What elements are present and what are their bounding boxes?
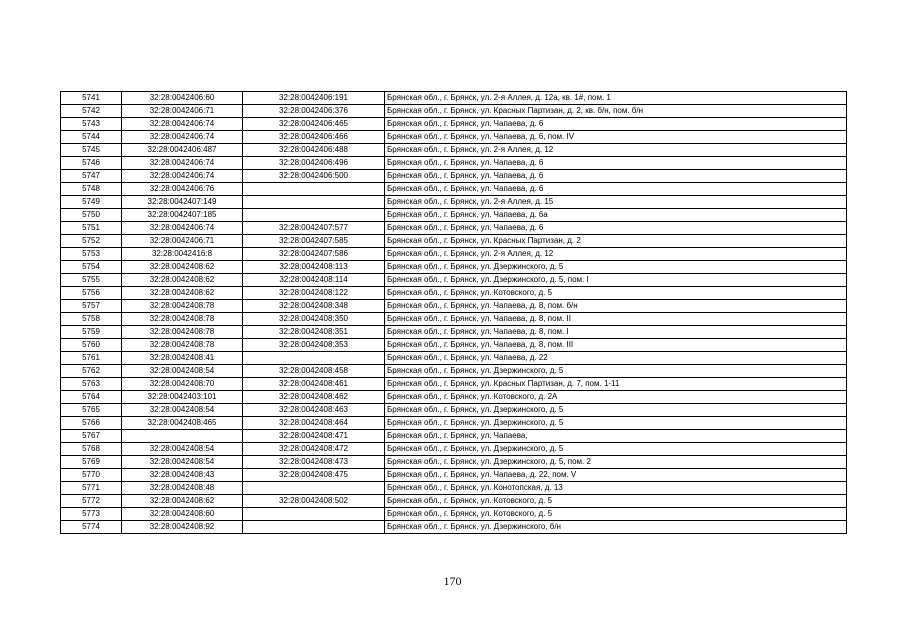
address-cell: Брянская обл., г. Брянск, ул. Чапаева, д. 8, пом. I <box>385 326 847 339</box>
parcel-number-cell: 32:28:0042406:71 <box>122 235 243 248</box>
row-number-cell: 5752 <box>61 235 122 248</box>
object-number-cell <box>243 521 385 534</box>
address-cell: Брянская обл., г. Брянск, ул. Красных Партизан, д. 7, пом. 1-11 <box>385 378 847 391</box>
parcel-number-cell: 32:28:0042408:54 <box>122 443 243 456</box>
table-row <box>61 495 847 508</box>
row-number-cell: 5748 <box>61 183 122 196</box>
address-cell: Брянская обл., г. Брянск, ул. Дзержинского, д. 5 <box>385 261 847 274</box>
parcel-number-cell: 32:28:0042416:8 <box>122 248 243 261</box>
parcel-number-cell: 32:28:0042406:60 <box>122 92 243 105</box>
address-cell: Брянская обл., г. Брянск, ул. Чапаева, д. 6 <box>385 170 847 183</box>
object-number-cell: 32:28:0042406:496 <box>243 157 385 170</box>
table-row <box>61 521 847 534</box>
row-number-cell: 5754 <box>61 261 122 274</box>
table-row <box>61 469 847 482</box>
address-cell: Брянская обл., г. Брянск, ул. 2-я Аллея, д. 15 <box>385 196 847 209</box>
object-number-cell: 32:28:0042408:350 <box>243 313 385 326</box>
row-number-cell: 5751 <box>61 222 122 235</box>
parcel-number-cell: 32:28:0042408:92 <box>122 521 243 534</box>
table-row <box>61 222 847 235</box>
parcel-number-cell: 32:28:0042406:74 <box>122 222 243 235</box>
object-number-cell: 32:28:0042408:458 <box>243 365 385 378</box>
table-row <box>61 170 847 183</box>
table-row <box>61 482 847 495</box>
row-number-cell: 5764 <box>61 391 122 404</box>
address-cell: Брянская обл., г. Брянск, ул. Котовского, д. 5 <box>385 508 847 521</box>
row-number-cell: 5761 <box>61 352 122 365</box>
address-cell: Брянская обл., г. Брянск, ул. Чапаева, д. 22, пом. V <box>385 469 847 482</box>
parcel-number-cell: 32:28:0042408:62 <box>122 261 243 274</box>
parcel-number-cell: 32:28:0042406:71 <box>122 105 243 118</box>
address-cell: Брянская обл., г. Брянск, ул. Дзержинского, д. 5, пом. 2 <box>385 456 847 469</box>
parcel-number-cell: 32:28:0042408:78 <box>122 326 243 339</box>
object-number-cell: 32:28:0042408:471 <box>243 430 385 443</box>
row-number-cell: 5763 <box>61 378 122 391</box>
table-row <box>61 144 847 157</box>
table-row <box>61 196 847 209</box>
parcel-number-cell: 32:28:0042408:70 <box>122 378 243 391</box>
object-number-cell: 32:28:0042406:488 <box>243 144 385 157</box>
parcel-number-cell: 32:28:0042406:487 <box>122 144 243 157</box>
row-number-cell: 5753 <box>61 248 122 261</box>
address-cell: Брянская обл., г. Брянск, ул. 2-я Аллея, д. 12 <box>385 248 847 261</box>
object-number-cell: 32:28:0042408:114 <box>243 274 385 287</box>
row-number-cell: 5759 <box>61 326 122 339</box>
object-number-cell <box>243 352 385 365</box>
parcel-number-cell: 32:28:0042406:74 <box>122 157 243 170</box>
parcel-number-cell: 32:28:0042408:78 <box>122 339 243 352</box>
table-row <box>61 313 847 326</box>
row-number-cell: 5750 <box>61 209 122 222</box>
parcel-number-cell: 32:28:0042406:74 <box>122 131 243 144</box>
table-row <box>61 443 847 456</box>
object-number-cell: 32:28:0042408:473 <box>243 456 385 469</box>
object-number-cell: 32:28:0042408:462 <box>243 391 385 404</box>
address-cell: Брянская обл., г. Брянск, ул. Котовского, д. 2А <box>385 391 847 404</box>
parcel-number-cell: 32:28:0042408:48 <box>122 482 243 495</box>
object-number-cell: 32:28:0042406:500 <box>243 170 385 183</box>
object-number-cell: 32:28:0042408:348 <box>243 300 385 313</box>
object-number-cell: 32:28:0042406:465 <box>243 118 385 131</box>
object-number-cell: 32:28:0042408:353 <box>243 339 385 352</box>
address-cell: Брянская обл., г. Брянск, ул. Красных Партизан, д. 2 <box>385 235 847 248</box>
row-number-cell: 5758 <box>61 313 122 326</box>
address-cell: Брянская обл., г. Брянск, ул. Дзержинского, д. 5 <box>385 365 847 378</box>
object-number-cell: 32:28:0042408:113 <box>243 261 385 274</box>
parcel-number-cell: 32:28:0042408:54 <box>122 456 243 469</box>
row-number-cell: 5743 <box>61 118 122 131</box>
table-row <box>61 391 847 404</box>
address-cell: Брянская обл., г. Брянск, ул. Чапаева, д. 6, пом. IV <box>385 131 847 144</box>
object-number-cell: 32:28:0042408:502 <box>243 495 385 508</box>
address-cell: Брянская обл., г. Брянск, ул. Красных Партизан, д. 2, кв. б/н, пом. б/н <box>385 105 847 118</box>
object-number-cell: 32:28:0042406:466 <box>243 131 385 144</box>
row-number-cell: 5770 <box>61 469 122 482</box>
table-row <box>61 326 847 339</box>
object-number-cell: 32:28:0042407:585 <box>243 235 385 248</box>
object-number-cell: 32:28:0042408:472 <box>243 443 385 456</box>
address-cell: Брянская обл., г. Брянск, ул. Чапаева, д. 8, пом. II <box>385 313 847 326</box>
row-number-cell: 5767 <box>61 430 122 443</box>
object-number-cell: 32:28:0042408:122 <box>243 287 385 300</box>
object-number-cell <box>243 482 385 495</box>
table-row <box>61 404 847 417</box>
parcel-number-cell: 32:28:0042408:54 <box>122 404 243 417</box>
row-number-cell: 5765 <box>61 404 122 417</box>
address-cell: Брянская обл., г. Брянск, ул. Дзержинского, д. 5 <box>385 417 847 430</box>
parcel-number-cell: 32:28:0042406:74 <box>122 118 243 131</box>
address-cell: Брянская обл., г. Брянск, ул. Котовского, д. 5 <box>385 495 847 508</box>
table-row <box>61 235 847 248</box>
table-row <box>61 274 847 287</box>
row-number-cell: 5769 <box>61 456 122 469</box>
table-row <box>61 261 847 274</box>
row-number-cell: 5768 <box>61 443 122 456</box>
parcel-number-cell: 32:28:0042408:465 <box>122 417 243 430</box>
parcel-number-cell: 32:28:0042408:78 <box>122 300 243 313</box>
table-row <box>61 300 847 313</box>
page-number: 170 <box>443 574 462 588</box>
table-row <box>61 287 847 300</box>
object-number-cell: 32:28:0042406:376 <box>243 105 385 118</box>
object-number-cell: 32:28:0042407:586 <box>243 248 385 261</box>
address-cell: Брянская обл., г. Брянск, ул. Чапаева, д. 8, пом. III <box>385 339 847 352</box>
table-row <box>61 92 847 105</box>
parcel-number-cell: 32:28:0042408:60 <box>122 508 243 521</box>
row-number-cell: 5746 <box>61 157 122 170</box>
address-cell: Брянская обл., г. Брянск, ул. Чапаева, д. 6 <box>385 222 847 235</box>
object-number-cell: 32:28:0042408:461 <box>243 378 385 391</box>
address-cell: Брянская обл., г. Брянск, ул. Дзержинского, д. 5 <box>385 404 847 417</box>
address-cell: Брянская обл., г. Брянск, ул. 2-я Аллея, д. 12 <box>385 144 847 157</box>
parcel-number-cell <box>122 430 243 443</box>
parcel-number-cell: 32:28:0042406:74 <box>122 170 243 183</box>
row-number-cell: 5742 <box>61 105 122 118</box>
row-number-cell: 5741 <box>61 92 122 105</box>
register-table-body <box>61 92 847 534</box>
row-number-cell: 5757 <box>61 300 122 313</box>
row-number-cell: 5760 <box>61 339 122 352</box>
object-number-cell <box>243 508 385 521</box>
row-number-cell: 5745 <box>61 144 122 157</box>
table-row <box>61 248 847 261</box>
table-row <box>61 430 847 443</box>
parcel-number-cell: 32:28:0042403:101 <box>122 391 243 404</box>
address-cell: Брянская обл., г. Брянск, ул. Котовского, д. 5 <box>385 287 847 300</box>
address-cell: Брянская обл., г. Брянск, ул. Чапаева, д. 6 <box>385 157 847 170</box>
object-number-cell <box>243 209 385 222</box>
table-row <box>61 456 847 469</box>
object-number-cell: 32:28:0042407:577 <box>243 222 385 235</box>
row-number-cell: 5744 <box>61 131 122 144</box>
object-number-cell: 32:28:0042408:475 <box>243 469 385 482</box>
row-number-cell: 5766 <box>61 417 122 430</box>
row-number-cell: 5749 <box>61 196 122 209</box>
parcel-number-cell: 32:28:0042406:76 <box>122 183 243 196</box>
parcel-number-cell: 32:28:0042407:185 <box>122 209 243 222</box>
parcel-number-cell: 32:28:0042408:41 <box>122 352 243 365</box>
address-cell: Брянская обл., г. Брянск, ул. Чапаева, д. 6а <box>385 209 847 222</box>
parcel-number-cell: 32:28:0042407:149 <box>122 196 243 209</box>
register-table <box>60 91 847 534</box>
table-row <box>61 417 847 430</box>
object-number-cell: 32:28:0042408:464 <box>243 417 385 430</box>
table-row <box>61 118 847 131</box>
row-number-cell: 5774 <box>61 521 122 534</box>
table-row <box>61 339 847 352</box>
parcel-number-cell: 32:28:0042408:62 <box>122 287 243 300</box>
table-row <box>61 157 847 170</box>
address-cell: Брянская обл., г. Брянск, ул. Чапаева, д. 6 <box>385 118 847 131</box>
parcel-number-cell: 32:28:0042408:54 <box>122 365 243 378</box>
table-row <box>61 105 847 118</box>
address-cell: Брянская обл., г. Брянск, ул. Чапаева, д. 22 <box>385 352 847 365</box>
table-row <box>61 378 847 391</box>
parcel-number-cell: 32:28:0042408:62 <box>122 274 243 287</box>
object-number-cell: 32:28:0042406:191 <box>243 92 385 105</box>
address-cell: Брянская обл., г. Брянск, ул. Дзержинского, б/н <box>385 521 847 534</box>
object-number-cell <box>243 196 385 209</box>
row-number-cell: 5756 <box>61 287 122 300</box>
parcel-number-cell: 32:28:0042408:78 <box>122 313 243 326</box>
object-number-cell <box>243 183 385 196</box>
object-number-cell: 32:28:0042408:463 <box>243 404 385 417</box>
table-row <box>61 508 847 521</box>
address-cell: Брянская обл., г. Брянск, ул. Чапаева, д. 6 <box>385 183 847 196</box>
row-number-cell: 5772 <box>61 495 122 508</box>
table-row <box>61 352 847 365</box>
address-cell: Брянская обл., г. Брянск, ул. Дзержинского, д. 5 <box>385 443 847 456</box>
table-row <box>61 183 847 196</box>
parcel-number-cell: 32:28:0042408:43 <box>122 469 243 482</box>
table-row <box>61 209 847 222</box>
parcel-number-cell: 32:28:0042408:62 <box>122 495 243 508</box>
row-number-cell: 5771 <box>61 482 122 495</box>
address-cell: Брянская обл., г. Брянск, ул. Чапаева, д. 8, пом. б/н <box>385 300 847 313</box>
address-cell: Брянская обл., г. Брянск, ул. 2-я Аллея, д. 12а, кв. 1#, пом. 1 <box>385 92 847 105</box>
object-number-cell: 32:28:0042408:351 <box>243 326 385 339</box>
address-cell: Брянская обл., г. Брянск, ул. Конотопская, д. 13 <box>385 482 847 495</box>
row-number-cell: 5762 <box>61 365 122 378</box>
row-number-cell: 5747 <box>61 170 122 183</box>
row-number-cell: 5755 <box>61 274 122 287</box>
address-cell: Брянская обл., г. Брянск, ул. Дзержинского, д. 5, пом. I <box>385 274 847 287</box>
address-cell: Брянская обл., г. Брянск, ул. Чапаева, <box>385 430 847 443</box>
row-number-cell: 5773 <box>61 508 122 521</box>
table-row <box>61 365 847 378</box>
table-row <box>61 131 847 144</box>
